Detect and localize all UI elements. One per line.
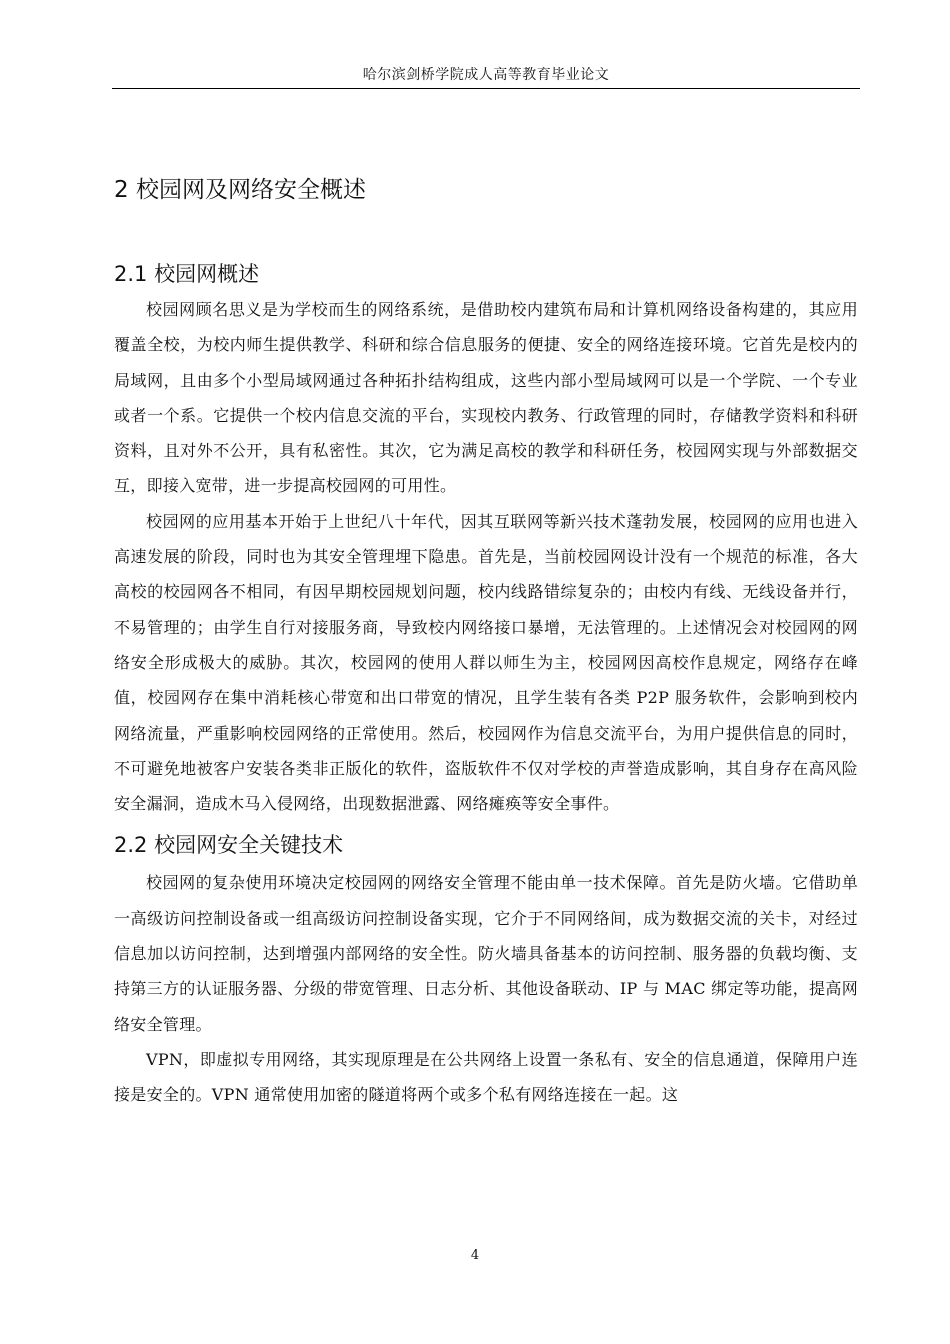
section-2-1-title: 2.1 校园网概述 — [114, 262, 260, 286]
page-body — [114, 168, 858, 1113]
chapter-title: 2 校园网及网络安全概述 — [114, 177, 366, 203]
header-divider — [112, 88, 860, 89]
paragraph: 校园网顾名思义是为学校而生的网络系统，是借助校内建筑布局和计算机网络设备构建的，其应用覆盖全校，为校内师生提供教学、科研和综合信息服务的便捷、安全的网络连接环境。它首先是校内的局域网，且由多个小型局域网通过各种拓扑结构组成，这些内部小型局域网可以是一个学院、一个专业或者一个系。它提供一个校内信息交流的平台，实现校内教务、行政管理的同时，存储教学资料和科研资料，且对外不公开，具有私密性。其次，它为满足高校的教学和科研任务，校园网实现与外部数据交互，即接入宽带，进一步提高校园网的可用性。 — [114, 300, 858, 496]
paragraph: 校园网的复杂使用环境决定校园网的网络安全管理不能由单一技术保障。首先是防火墙。它借助单一高级访问控制设备或一组高级访问控制设备实现，它介于不同网络间，成为数据交流的关卡，对经过信息加以访问控制，达到增强内部网络的安全性。防火墙具备基本的访问控制、服务器的负载均衡、支持第三方的认证服务器、分级的带宽管理、日志分析、其他设备联动、IP 与 MAC 绑定等功能，提高网络安全管理。 — [114, 873, 858, 1034]
page-number: 4 — [470, 1248, 480, 1263]
paragraph: 校园网的应用基本开始于上世纪八十年代，因其互联网等新兴技术蓬勃发展，校园网的应用也进入高速发展的阶段，同时也为其安全管理埋下隐患。首先是，当前校园网设计没有一个规范的标准，各大高校的校园网各不相同，有因早期校园规划问题，校内线路错综复杂的；由校内有线、无线设备并行，不易管理的；由学生自行对接服务商，导致校内网络接口暴增，无法管理的。上述情况会对校园网的网络安全形成极大的威胁。其次，校园网的使用人群以师生为主，校园网因高校作息规定，网络存在峰值，校园网存在集中消耗核心带宽和出口带宽的情况，且学生装有各类 P2P 服务软件，会影响到校内网络流量，严重影响校园网络的正常使用。然后，校园网作为信息交流平台，为用户提供信息的同时，不可避免地被客户安装各类非正版化的软件，盗版软件不仅对学校的声誉造成影响，其自身存在高风险安全漏洞，造成木马入侵网络，出现数据泄露、网络瘫痪等安全事件。 — [114, 511, 858, 814]
page-header-title: 哈尔滨剑桥学院成人高等教育毕业论文 — [362, 67, 610, 83]
paragraph: VPN，即虚拟专用网络，其实现原理是在公共网络上设置一条私有、安全的信息通道，保障用户连接是安全的。VPN 通常使用加密的隧道将两个或多个私有网络连接在一起。这 — [114, 1049, 858, 1105]
section-2-2-title: 2.2 校园网安全关键技术 — [114, 833, 344, 858]
